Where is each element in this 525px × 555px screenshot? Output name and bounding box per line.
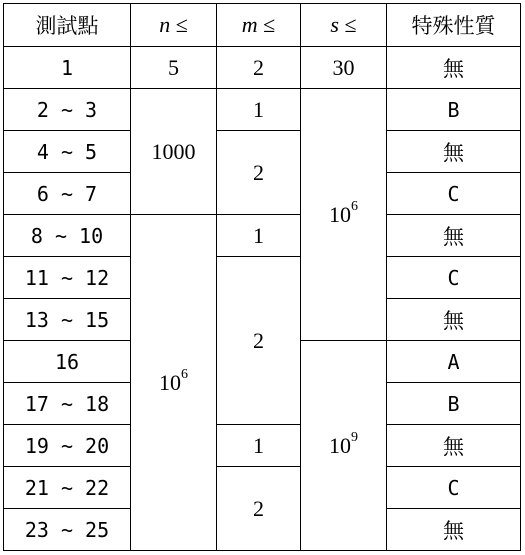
special-cell: 無 (387, 299, 521, 341)
header-row (4, 4, 521, 47)
special-cell: 無 (387, 509, 521, 551)
constraints-table (3, 3, 521, 551)
header-testcase: 測試點 (4, 4, 131, 47)
header-m-var: m (241, 12, 258, 37)
n-cell (131, 215, 217, 551)
m-cell: 2 (217, 257, 301, 425)
table-row (4, 89, 521, 131)
m-cell: 1 (217, 89, 301, 131)
testcase-cell: 11 ~ 12 (4, 257, 131, 299)
m-cell: 2 (217, 47, 301, 89)
m-cell: 1 (217, 215, 301, 257)
testcase-cell: 17 ~ 18 (4, 383, 131, 425)
table-row (4, 131, 521, 173)
special-cell: C (387, 257, 521, 299)
header-n-le: ≤ (175, 12, 188, 37)
header-s-var: s (330, 12, 339, 37)
s-exp: 6 (351, 199, 358, 215)
special-cell: 無 (387, 215, 521, 257)
header-s (301, 4, 387, 47)
n-base: 10 (159, 369, 181, 395)
testcase-cell: 4 ~ 5 (4, 131, 131, 173)
header-m (217, 4, 301, 47)
special-cell: C (387, 467, 521, 509)
header-n (131, 4, 217, 47)
testcase-cell: 23 ~ 25 (4, 509, 131, 551)
table-row (4, 257, 521, 299)
special-cell: 無 (387, 47, 521, 89)
n-cell: 1000 (131, 89, 217, 215)
header-m-le: ≤ (263, 12, 276, 37)
testcase-cell: 6 ~ 7 (4, 173, 131, 215)
testcase-cell: 19 ~ 20 (4, 425, 131, 467)
header-special: 特殊性質 (387, 4, 521, 47)
special-cell: B (387, 89, 521, 131)
special-cell: 無 (387, 425, 521, 467)
table-row (4, 215, 521, 257)
special-cell: A (387, 341, 521, 383)
s-base: 10 (329, 432, 351, 458)
header-s-le: ≤ (344, 12, 357, 37)
s-cell (301, 341, 387, 551)
header-n-var: n (159, 12, 171, 37)
m-cell: 2 (217, 467, 301, 551)
special-cell: B (387, 383, 521, 425)
testcase-cell: 8 ~ 10 (4, 215, 131, 257)
n-cell: 5 (131, 47, 217, 89)
table-row (4, 425, 521, 467)
m-cell: 1 (217, 425, 301, 467)
s-exp: 9 (351, 430, 358, 446)
s-cell (301, 89, 387, 341)
testcase-cell: 2 ~ 3 (4, 89, 131, 131)
testcase-cell: 13 ~ 15 (4, 299, 131, 341)
n-exp: 6 (181, 367, 188, 383)
table-row (4, 467, 521, 509)
s-cell: 30 (301, 47, 387, 89)
testcase-cell: 1 (4, 47, 131, 89)
table-row (4, 47, 521, 89)
special-cell: C (387, 173, 521, 215)
special-cell: 無 (387, 131, 521, 173)
testcase-cell: 21 ~ 22 (4, 467, 131, 509)
s-base: 10 (329, 201, 351, 227)
m-cell: 2 (217, 131, 301, 215)
testcase-cell: 16 (4, 341, 131, 383)
